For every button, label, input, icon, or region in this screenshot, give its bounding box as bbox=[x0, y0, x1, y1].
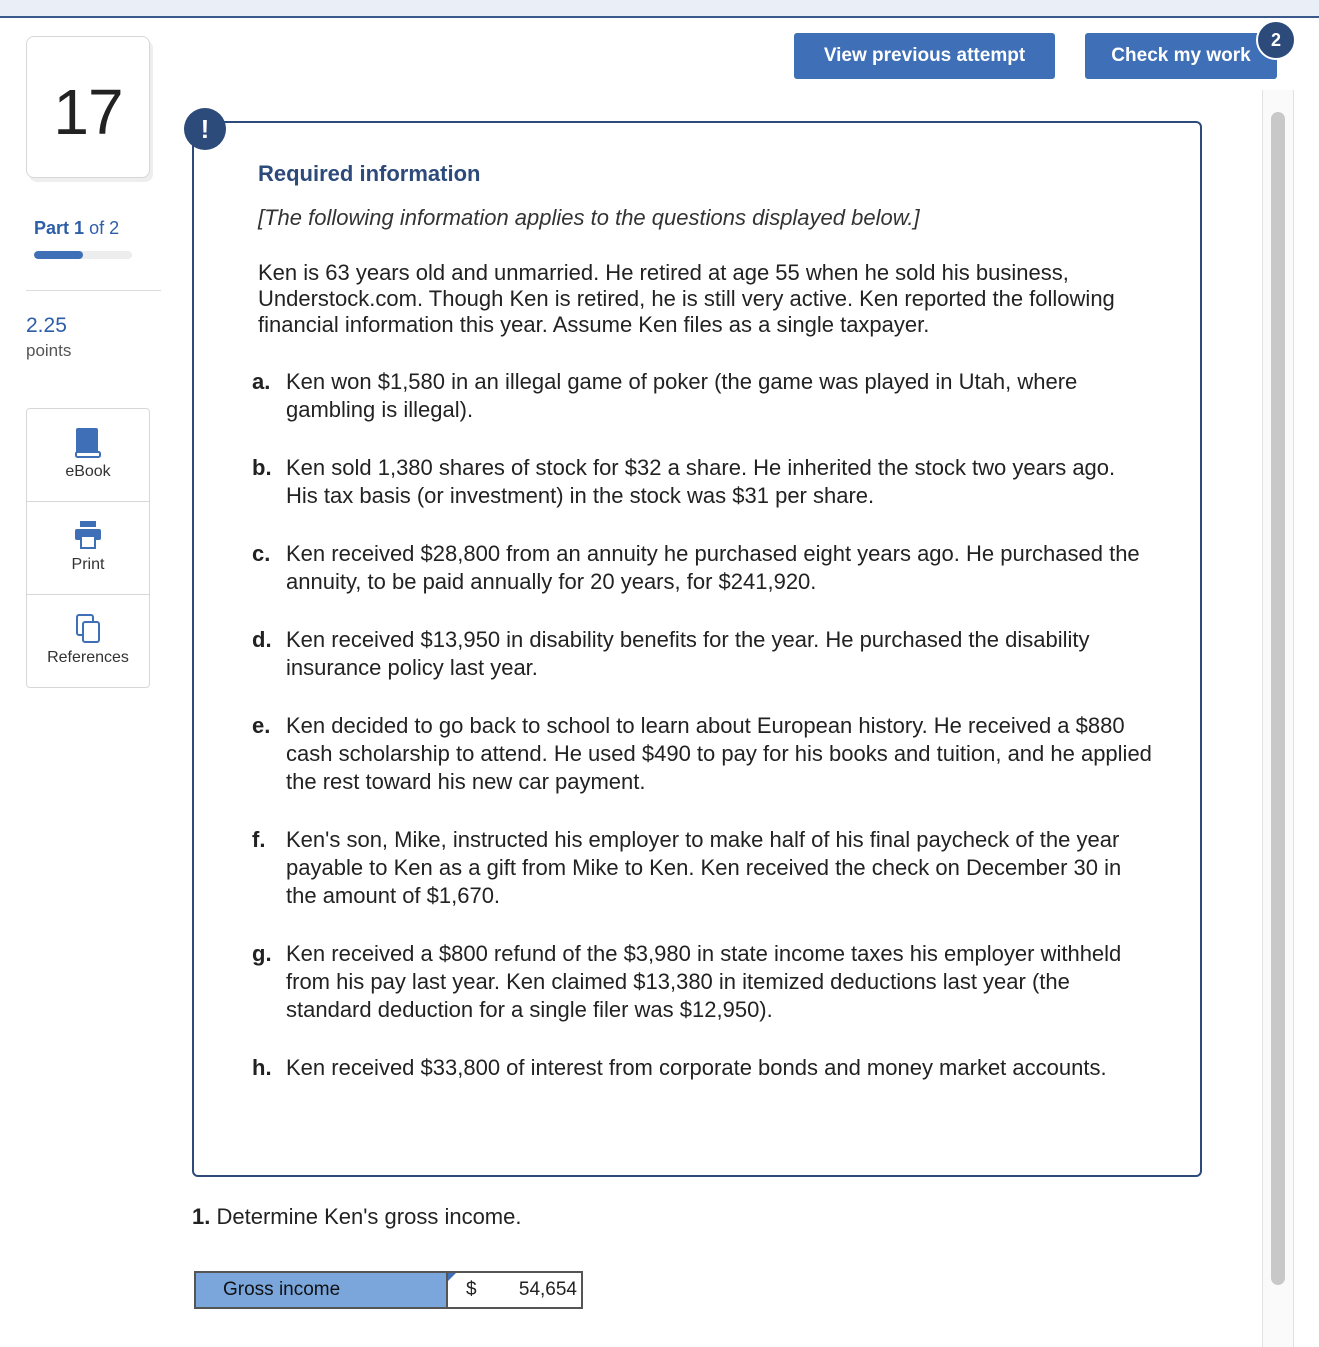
answer-table-row bbox=[194, 1271, 583, 1309]
list-item bbox=[252, 454, 1152, 510]
alert-icon: ! bbox=[184, 108, 226, 150]
printer-icon bbox=[74, 520, 102, 550]
item-text: Ken received $33,800 of interest from corporate bonds and money market accounts. bbox=[286, 1055, 1107, 1080]
currency-symbol: $ bbox=[466, 1279, 477, 1300]
scenario-items bbox=[252, 368, 1152, 1112]
print-button[interactable] bbox=[27, 502, 149, 595]
top-bar bbox=[0, 0, 1319, 18]
question-prompt bbox=[192, 1204, 521, 1230]
ebook-button[interactable] bbox=[27, 409, 149, 502]
scrollbar-thumb[interactable] bbox=[1271, 112, 1285, 1285]
print-label: Print bbox=[71, 556, 105, 573]
required-info-note: [The following information applies to the questions displayed below.] bbox=[258, 205, 920, 230]
scenario-intro: Ken is 63 years old and unmarried. He retired at age 55 when he sold his business, Understock.com. Though Ken is retired, he is still very active. Ken reported the following financial information this year. Assume Ken files as a single taxpayer. bbox=[258, 260, 1115, 337]
ebook-label: eBook bbox=[65, 463, 111, 480]
item-letter: a. bbox=[252, 369, 271, 394]
scrollbar-track[interactable] bbox=[1262, 90, 1294, 1347]
item-letter: f. bbox=[252, 827, 266, 852]
part-label: Part bbox=[34, 218, 70, 238]
part-progress-fill bbox=[34, 251, 83, 259]
check-attempts-badge: 2 bbox=[1256, 20, 1296, 60]
question-text: Determine Ken's gross income. bbox=[216, 1204, 522, 1229]
list-item bbox=[252, 626, 1152, 682]
question-number-label: 1. bbox=[192, 1204, 211, 1229]
gross-income-value: 54,654 bbox=[518, 1279, 577, 1300]
item-letter: d. bbox=[252, 627, 272, 652]
references-label: References bbox=[47, 649, 129, 666]
book-icon bbox=[74, 427, 102, 459]
item-letter: b. bbox=[252, 455, 272, 480]
list-item bbox=[252, 940, 1152, 1024]
part-total: of 2 bbox=[89, 218, 120, 238]
item-text: Ken received $28,800 from an annuity he purchased eight years ago. He purchased the annuity, to be paid annually for 20 years, for $241,920. bbox=[286, 541, 1140, 594]
references-button[interactable] bbox=[27, 595, 149, 687]
list-item bbox=[252, 826, 1152, 910]
gross-income-input[interactable] bbox=[448, 1273, 581, 1307]
view-previous-attempt-button[interactable]: View previous attempt bbox=[794, 33, 1055, 79]
references-icon bbox=[74, 613, 102, 645]
part-indicator bbox=[34, 218, 119, 239]
answer-flag-icon bbox=[448, 1273, 456, 1281]
points-value: 2.25 bbox=[26, 314, 67, 337]
item-letter: g. bbox=[252, 941, 272, 966]
points-label: points bbox=[26, 341, 72, 360]
question-number: 17 bbox=[53, 76, 123, 148]
check-my-work-button[interactable]: Check my work bbox=[1085, 33, 1277, 79]
item-text: Ken won $1,580 in an illegal game of poker (the game was played in Utah, where gambling is illegal). bbox=[286, 369, 1078, 422]
list-item bbox=[252, 540, 1152, 596]
item-text: Ken received $13,950 in disability benefits for the year. He purchased the disability insurance policy last year. bbox=[286, 627, 1090, 680]
item-text: Ken's son, Mike, instructed his employer to make half of his final paycheck of the year payable to Ken as a gift from Mike to Ken. Ken received the check on December 30 in the amount of $1,670. bbox=[286, 827, 1122, 908]
rail-divider bbox=[26, 290, 161, 291]
part-current: 1 bbox=[74, 218, 85, 238]
part-progress-bar bbox=[34, 251, 132, 259]
list-item bbox=[252, 1054, 1152, 1082]
item-letter: c. bbox=[252, 541, 271, 566]
item-text: Ken decided to go back to school to learn about European history. He received a $880 cash scholarship to attend. He used $490 to pay for his books and tuition, and he applied the rest toward his new car payment. bbox=[286, 713, 1152, 794]
required-info-title: Required information bbox=[258, 161, 481, 186]
item-text: Ken received a $800 refund of the $3,980 in state income taxes his employer withheld from his pay last year. Ken claimed $13,380 in itemized deductions last year (the standard deduction for a single filer was $12,950). bbox=[286, 941, 1122, 1022]
tools-panel bbox=[26, 408, 150, 688]
item-text: Ken sold 1,380 shares of stock for $32 a share. He inherited the stock two years ago. His tax basis (or investment) in the stock was $31 per share. bbox=[286, 455, 1116, 508]
item-letter: e. bbox=[252, 713, 271, 738]
gross-income-label: Gross income bbox=[196, 1273, 448, 1307]
list-item bbox=[252, 712, 1152, 796]
question-number-card bbox=[26, 36, 150, 178]
item-letter: h. bbox=[252, 1055, 272, 1080]
list-item bbox=[252, 368, 1152, 424]
required-information-box bbox=[192, 121, 1202, 1177]
